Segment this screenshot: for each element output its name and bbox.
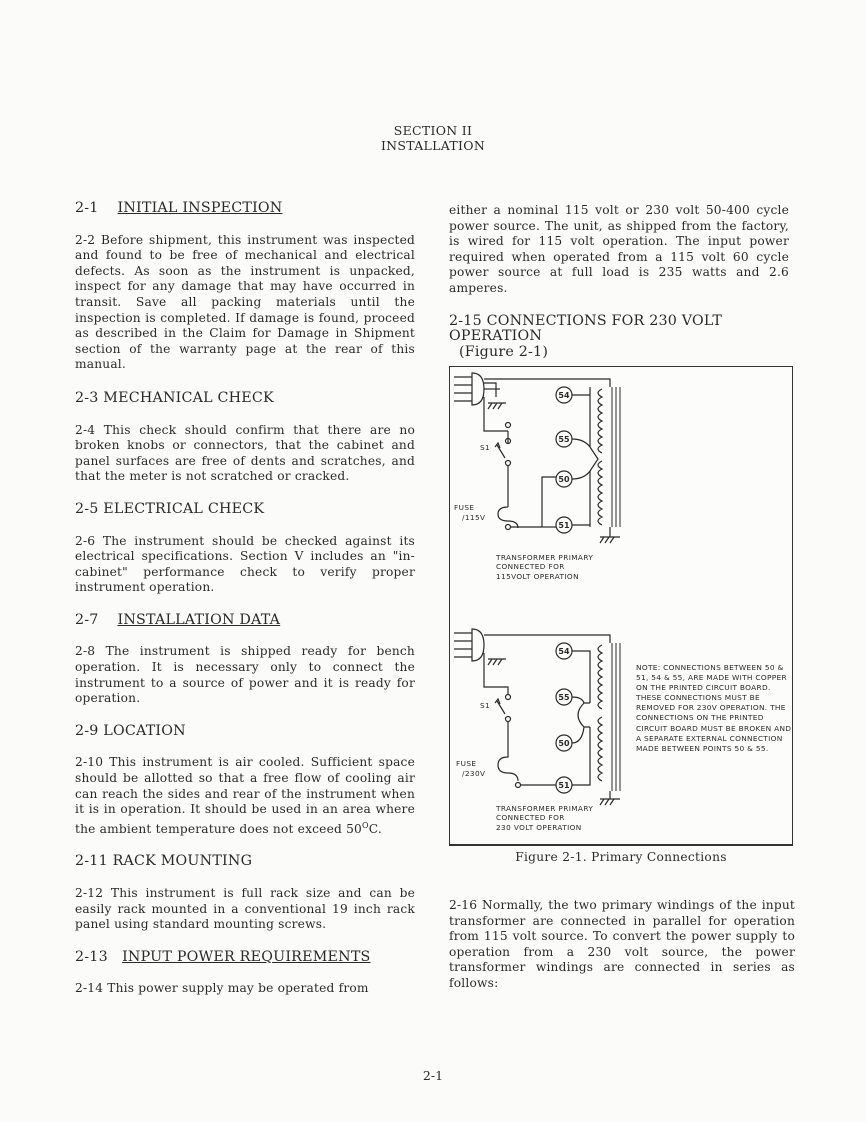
plug-wire [484, 383, 496, 397]
fuse-icon [498, 497, 518, 528]
heading-2-15-figure-ref: (Figure 2-1) [459, 343, 549, 360]
terminal-label: 55 [558, 435, 570, 444]
heading-text: INITIAL INSPECTION [117, 200, 283, 216]
transformer-core [612, 387, 620, 527]
plug-prongs-icon [454, 377, 472, 401]
fuse-label: FUSE [456, 759, 477, 768]
paragraph-2-12: 2-12 This instrument is full rack size and can be easily rack mounted in a conventional 19 inch rack panel using standard mounting screws. [75, 886, 415, 932]
terminal-label: 54 [558, 391, 570, 400]
top-diagram-caption [496, 553, 593, 581]
top-line-wire [484, 379, 610, 387]
page-number: 2-1 [422, 1068, 444, 1083]
paragraph-2-8: 2-8 The instrument is shipped ready for bench operation. It is necessary only to connect the instrument to a source of power and it is ready for operation. [75, 644, 415, 706]
heading-2-1 [75, 201, 415, 217]
terminal-label: 51 [558, 781, 570, 790]
fuse-rating: /230V [462, 769, 486, 778]
paragraph-text: 2-10 This instrument is air cooled. Sufficient space should be allotted so that a free flow of cooling air can reach the sides and rear of the instrument when it is in operation. It should be used in an area where the ambient temperature does not exceed 50 [75, 755, 415, 836]
paragraph-2-14: 2-14 This power supply may be operated from [75, 981, 369, 996]
heading-number: 2-7 [75, 611, 99, 628]
chassis-ground-icon [488, 659, 506, 665]
bottom-diagram-caption [496, 804, 593, 832]
schematic-diagram [450, 367, 794, 847]
paragraph-text-end: C. [368, 821, 382, 836]
figure-caption: Figure 2-1. Primary Connections [515, 850, 727, 864]
switch-arm-icon [497, 445, 505, 458]
plug-prongs-icon [454, 633, 472, 657]
fuse-icon [498, 749, 518, 781]
fuse-label: FUSE [454, 503, 475, 512]
chassis-ground-icon [488, 403, 506, 409]
degree-superscript: O [361, 820, 369, 830]
series-link-wire [572, 697, 584, 743]
terminal-label: 55 [558, 693, 570, 702]
plug-body-icon [472, 629, 484, 661]
primary-winding-1 [598, 389, 602, 453]
paragraph-2-14-continued: either a nominal 115 volt or 230 volt 50-400 cycle power source. The unit, as shipped from the factory, is wired for 115 volt operation. The input power required when operated from a 115 volt 60 cycle power source at full load is 235 watts and 2.6 amperes. [449, 203, 789, 295]
paragraph-2-10 [75, 755, 415, 837]
heading-text: INSTALLATION DATA [117, 611, 281, 628]
transformer-core [612, 643, 620, 791]
caption-line: 115VOLT OPERATION [496, 571, 579, 581]
section-heading: SECTION II [393, 123, 473, 138]
switch-arm-icon [497, 701, 505, 714]
heading-2-13 [75, 950, 415, 966]
figure-2-1 [449, 366, 793, 846]
heading-2-3: 2-3 MECHANICAL CHECK [75, 389, 274, 406]
heading-2-7 [75, 613, 415, 629]
heading-2-5: 2-5 ELECTRICAL CHECK [75, 500, 265, 517]
paragraph-2-4: 2-4 This check should confirm that there are no broken knobs or connectors, that the cabinet and panel surfaces are free of dents and scratches, and that the meter is not scratched or cracked. [75, 422, 415, 484]
paragraph-2-16: 2-16 Normally, the two primary windings of the input transformer are connected in parallel for operation from 115 volt source. To convert the power supply to operation from a 230 volt source, the power transformer windings are connected in series as follows: [449, 898, 795, 990]
heading-number: 2-1 [75, 200, 99, 216]
terminal-label: 54 [558, 647, 570, 656]
caption-line: CONNECTED FOR [496, 562, 565, 572]
caption-line: TRANSFORMER PRIMARY [496, 553, 594, 562]
terminal-label: 51 [558, 521, 570, 530]
heading-2-11: 2-11 RACK MOUNTING [75, 853, 253, 870]
right-column-top [449, 203, 789, 360]
terminal-label: 50 [558, 475, 570, 484]
switch-label: S1 [480, 443, 491, 452]
heading-2-15: 2-15 CONNECTIONS FOR 230 VOLT OPERATION [449, 312, 723, 345]
caption-line: CONNECTED FOR [496, 813, 565, 823]
left-column [75, 201, 415, 997]
paragraph-2-6: 2-6 The instrument should be checked against its electrical specifications. Section V includes an "in-cabinet" performance check to verify proper instrument operation. [75, 533, 415, 595]
primary-winding-1 [598, 645, 602, 709]
plug-body-icon [472, 373, 484, 405]
section-title: INSTALLATION [380, 138, 486, 153]
caption-line: TRANSFORMER PRIMARY [496, 804, 594, 813]
switch-label: S1 [480, 701, 491, 710]
paragraph-2-2: 2-2 Before shipment, this instrument was inspected and found to be free of mechanical and electrical defects. As soon as the instrument is unpacked, inspect for any damage that may have occurred in transit. Save all packing materials until the inspection is completed. If damage is found, proceed as described in the Claim for Damage in Shipment section of the warranty page at the rear of this manual. [75, 232, 415, 372]
heading-text: INPUT POWER REQUIREMENTS [122, 948, 371, 965]
terminal-label: 50 [558, 739, 570, 748]
fuse-rating: /115V [462, 513, 486, 522]
schematic-230v [454, 629, 620, 805]
heading-2-9: 2-9 LOCATION [75, 722, 186, 739]
primary-winding-2 [598, 717, 602, 781]
right-column-bottom [449, 898, 795, 992]
connection-note: NOTE: CONNECTIONS BETWEEN 50 & 51, 54 & 55, ARE MADE WITH COPPER ON THE PRINTED CIRCUIT BOARD. THESE CONNECTIONS MUST BE REMOVED FOR 230V OPERATION. THE CONNECTIONS ON THE PRINTED CIRCUIT BOARD MUST BE BROKEN AND A SEPARATE EXTERNAL CONNECTION MADE BETWEEN POINTS 50 & 55. [636, 663, 792, 753]
heading-number: 2-13 [75, 948, 108, 965]
primary-winding-2 [598, 461, 602, 525]
caption-line: 230 VOLT OPERATION [496, 822, 582, 832]
